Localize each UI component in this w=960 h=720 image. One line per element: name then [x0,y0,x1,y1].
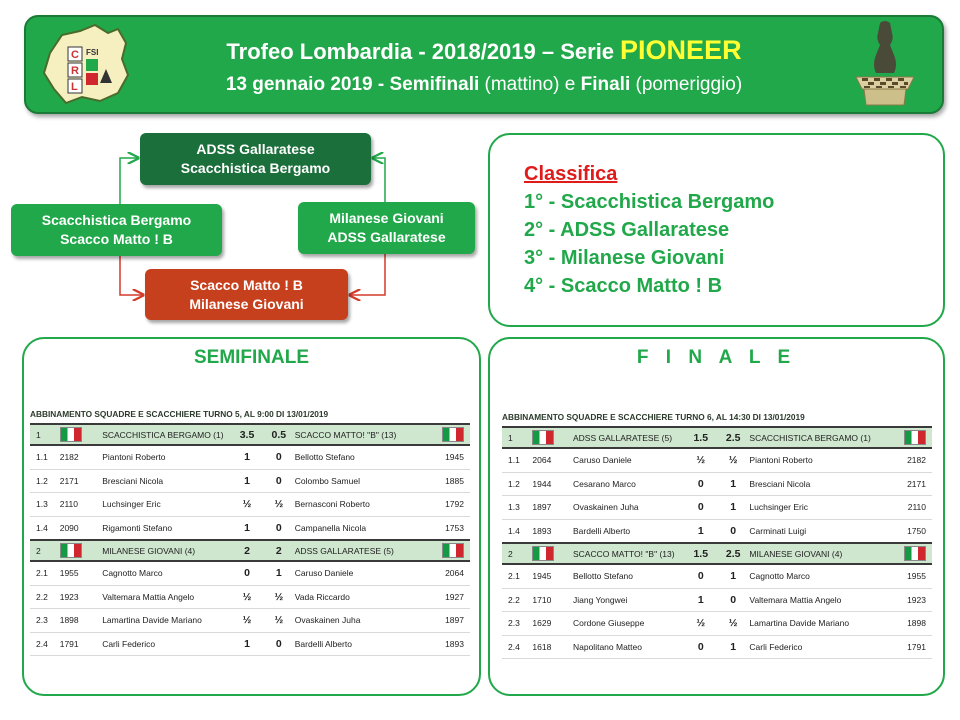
result-a: ½ [685,448,717,472]
board-number: 2.4 [502,635,532,659]
board-number: 2.2 [502,588,532,612]
elo-b: 1792 [427,493,470,517]
elo-a: 1945 [532,564,573,588]
result-a: ½ [685,612,717,636]
player-b: Colombo Samuel [295,469,428,493]
score-b: 0.5 [263,424,295,445]
team-a: ADSS GALLARATESE (5) [573,427,685,448]
semifinale-panel [22,337,481,696]
result-a: ½ [231,609,263,633]
player-b: Lamartina Davide Mariano [749,612,891,636]
player-b: Ovaskainen Juha [295,609,428,633]
semifinal-left-box [11,204,222,256]
result-a: 0 [231,561,263,585]
result-a: 0 [685,564,717,588]
elo-b: 1945 [427,445,470,469]
board-number: 1.2 [30,469,60,493]
player-a: Cagnotto Marco [102,561,231,585]
result-b: 1 [717,635,749,659]
box-team-2: Scacco Matto ! B [60,231,173,247]
player-b: Bardelli Alberto [295,632,428,656]
team-row [30,424,470,445]
classifica-title: Classifica [524,163,618,185]
pairings-caption: ABBINAMENTO SQUADRE E SCACCHIERE TURNO 6, AL 14:30 DI 13/01/2019 [502,412,805,422]
semifinale-title: SEMIFINALE [193,347,310,368]
elo-a: 1897 [532,496,573,520]
result-a: ½ [231,493,263,517]
elo-b: 1923 [891,588,932,612]
board-number: 2.3 [502,612,532,636]
team-row [30,540,470,561]
italy-flag-icon [532,430,554,445]
classifica-panel [488,133,945,327]
board-row [502,564,932,588]
elo-b: 1885 [427,469,470,493]
arrow-right-to-top [373,158,385,204]
score-a: 1.5 [685,427,717,448]
elo-a: 2182 [60,445,102,469]
third-place-box [145,269,348,320]
elo-a: 1893 [532,519,573,543]
result-b: 0 [263,516,295,540]
elo-b: 1750 [891,519,932,543]
finale-panel [488,337,945,696]
player-b: Valtemara Mattia Angelo [749,588,891,612]
elo-a: 1629 [532,612,573,636]
header-finali: Finali [580,74,631,95]
board-number: 2.4 [30,632,60,656]
player-b: Bresciani Nicola [749,472,891,496]
box-team-2: Milanese Giovani [189,295,304,312]
elo-b: 1898 [891,612,932,636]
italy-flag-icon [904,430,926,445]
elo-a: 1618 [532,635,573,659]
arrow-left-to-top [120,158,138,204]
board-number: 2.1 [30,561,60,585]
result-b: 1 [717,564,749,588]
board-row [30,561,470,585]
result-b: ½ [263,609,295,633]
elo-a: 2064 [532,448,573,472]
result-b: ½ [263,585,295,609]
team-b: MILANESE GIOVANI (4) [749,543,891,564]
player-b: Carli Federico [749,635,891,659]
header-serie: PIONEER [620,35,742,65]
player-a: Bresciani Nicola [102,469,231,493]
result-b: 0 [263,445,295,469]
elo-a: 1791 [60,632,102,656]
result-a: 1 [685,588,717,612]
result-b: 1 [263,561,295,585]
result-a: 0 [685,496,717,520]
italy-flag-icon [60,543,82,558]
result-a: 1 [231,516,263,540]
italy-flag-icon [60,427,82,442]
header-mattino: (mattino) e [479,74,581,95]
header-title [26,35,942,66]
elo-b: 2171 [891,472,932,496]
player-a: Valtemara Mattia Angelo [102,585,231,609]
elo-a: 2171 [60,469,102,493]
elo-b: 1753 [427,516,470,540]
elo-b: 1791 [891,635,932,659]
italy-flag-icon [904,546,926,561]
italy-flag-icon [442,543,464,558]
player-a: Napolitano Matteo [573,635,685,659]
box-team-2: Scacchistica Bergamo [180,160,331,176]
board-row [502,612,932,636]
italy-flag-icon [442,427,464,442]
result-b: 0 [263,469,295,493]
player-b: Bellotto Stefano [295,445,428,469]
classifica-row: 4° - Scacco Matto ! B [524,275,723,297]
box-team-1: Scacchistica Bergamo [41,212,192,228]
elo-b: 2064 [427,561,470,585]
player-b: Vada Riccardo [295,585,428,609]
result-a: 1 [231,445,263,469]
player-b: Luchsinger Eric [749,496,891,520]
score-b: 2.5 [717,427,749,448]
board-row [502,519,932,543]
team-b: ADSS GALLARATESE (5) [295,540,428,561]
team-b: SCACCO MATTO! "B" (13) [295,424,428,445]
player-b: Cagnotto Marco [749,564,891,588]
result-a: ½ [231,585,263,609]
elo-a: 1710 [532,588,573,612]
board-row [30,585,470,609]
arrow-left-to-bottom [120,256,143,295]
board-row [30,493,470,517]
elo-a: 1898 [60,609,102,633]
score-b: 2.5 [717,543,749,564]
pairings-table [502,412,932,659]
pairings-grid [502,426,932,659]
player-b: Caruso Daniele [295,561,428,585]
match-number: 1 [30,424,60,445]
player-b: Campanella Nicola [295,516,428,540]
match-number: 2 [30,540,60,561]
score-a: 3.5 [231,424,263,445]
score-b: 2 [263,540,295,561]
logo-fsi: FSI [86,48,99,57]
pairings-table [30,409,470,656]
player-b: Carminati Luigi [749,519,891,543]
player-a: Lamartina Davide Mariano [102,609,231,633]
elo-b: 1927 [427,585,470,609]
elo-a: 1923 [60,585,102,609]
board-number: 1.1 [30,445,60,469]
player-a: Bardelli Alberto [573,519,685,543]
match-number: 1 [502,427,532,448]
elo-b: 1955 [891,564,932,588]
board-row [30,609,470,633]
semifinal-right-box [298,202,475,254]
player-a: Caruso Daniele [573,448,685,472]
board-row [30,469,470,493]
board-number: 1.2 [502,472,532,496]
result-b: 1 [717,496,749,520]
result-b: ½ [263,493,295,517]
board-number: 1.1 [502,448,532,472]
classifica-row: 2° - ADSS Gallaratese [524,219,730,241]
elo-a: 1944 [532,472,573,496]
elo-b: 1897 [427,609,470,633]
arrow-right-to-bottom [350,254,385,295]
player-a: Cesarano Marco [573,472,685,496]
box-team-2: ADSS Gallaratese [327,229,446,245]
player-a: Luchsinger Eric [102,493,231,517]
board-row [502,472,932,496]
player-a: Jiang Yongwei [573,588,685,612]
result-b: 0 [717,519,749,543]
pairings-caption: ABBINAMENTO SQUADRE E SCACCHIERE TURNO 5, AL 9:00 DI 13/01/2019 [30,409,329,419]
score-a: 2 [231,540,263,561]
header-pomeriggio: (pomeriggio) [630,74,743,95]
pairings-grid [30,423,470,656]
elo-b: 2110 [891,496,932,520]
player-a: Ovaskainen Juha [573,496,685,520]
result-a: 0 [685,472,717,496]
board-number: 2.3 [30,609,60,633]
match-number: 2 [502,543,532,564]
result-b: 0 [717,588,749,612]
elo-a: 2090 [60,516,102,540]
board-row [502,588,932,612]
board-number: 1.3 [502,496,532,520]
elo-a: 2110 [60,493,102,517]
score-a: 1.5 [685,543,717,564]
board-row [30,445,470,469]
player-a: Piantoni Roberto [102,445,231,469]
board-number: 1.4 [502,519,532,543]
team-b: SCACCHISTICA BERGAMO (1) [749,427,891,448]
board-row [502,635,932,659]
classifica-row: 1° - Scacchistica Bergamo [524,191,775,213]
logo-letter-l: L [71,81,78,93]
finale-title: F I N A L E [636,347,797,368]
board-row [502,496,932,520]
player-b: Bernasconi Roberto [295,493,428,517]
box-team-1: Scacco Matto ! B [190,276,303,293]
result-a: 1 [231,469,263,493]
board-number: 1.3 [30,493,60,517]
player-a: Rigamonti Stefano [102,516,231,540]
board-number: 2.1 [502,564,532,588]
header-semifinali: Semifinali [389,74,480,95]
player-a: Cordone Giuseppe [573,612,685,636]
player-b: Piantoni Roberto [749,448,891,472]
header-title-prefix: Trofeo Lombardia - 2018/2019 – Serie [226,39,615,64]
elo-b: 2182 [891,448,932,472]
result-a: 1 [685,519,717,543]
team-a: MILANESE GIOVANI (4) [102,540,231,561]
player-a: Bellotto Stefano [573,564,685,588]
player-a: Carli Federico [102,632,231,656]
logo-letter-c: C [71,49,79,61]
team-a: SCACCO MATTO! "B" (13) [573,543,685,564]
board-row [502,448,932,472]
logo-letter-r: R [71,65,79,77]
italy-flag-icon [532,546,554,561]
result-a: 1 [231,632,263,656]
team-a: SCACCHISTICA BERGAMO (1) [102,424,231,445]
elo-a: 1955 [60,561,102,585]
board-row [30,632,470,656]
trophy-chess-icon [850,19,920,107]
classifica-row: 3° - Milanese Giovani [524,247,725,269]
result-a: 0 [685,635,717,659]
final-pair-box [140,133,371,185]
box-team-1: ADSS Gallaratese [196,141,315,157]
result-b: 0 [263,632,295,656]
team-row [502,427,932,448]
header-subtitle [26,74,942,96]
header-banner [24,15,944,114]
result-b: ½ [717,612,749,636]
header-date: 13 gennaio 2019 - [225,74,390,95]
result-b: ½ [717,448,749,472]
board-row [30,516,470,540]
board-number: 1.4 [30,516,60,540]
box-team-1: Milanese Giovani [329,210,444,226]
board-number: 2.2 [30,585,60,609]
result-b: 1 [717,472,749,496]
elo-b: 1893 [427,632,470,656]
team-row [502,543,932,564]
